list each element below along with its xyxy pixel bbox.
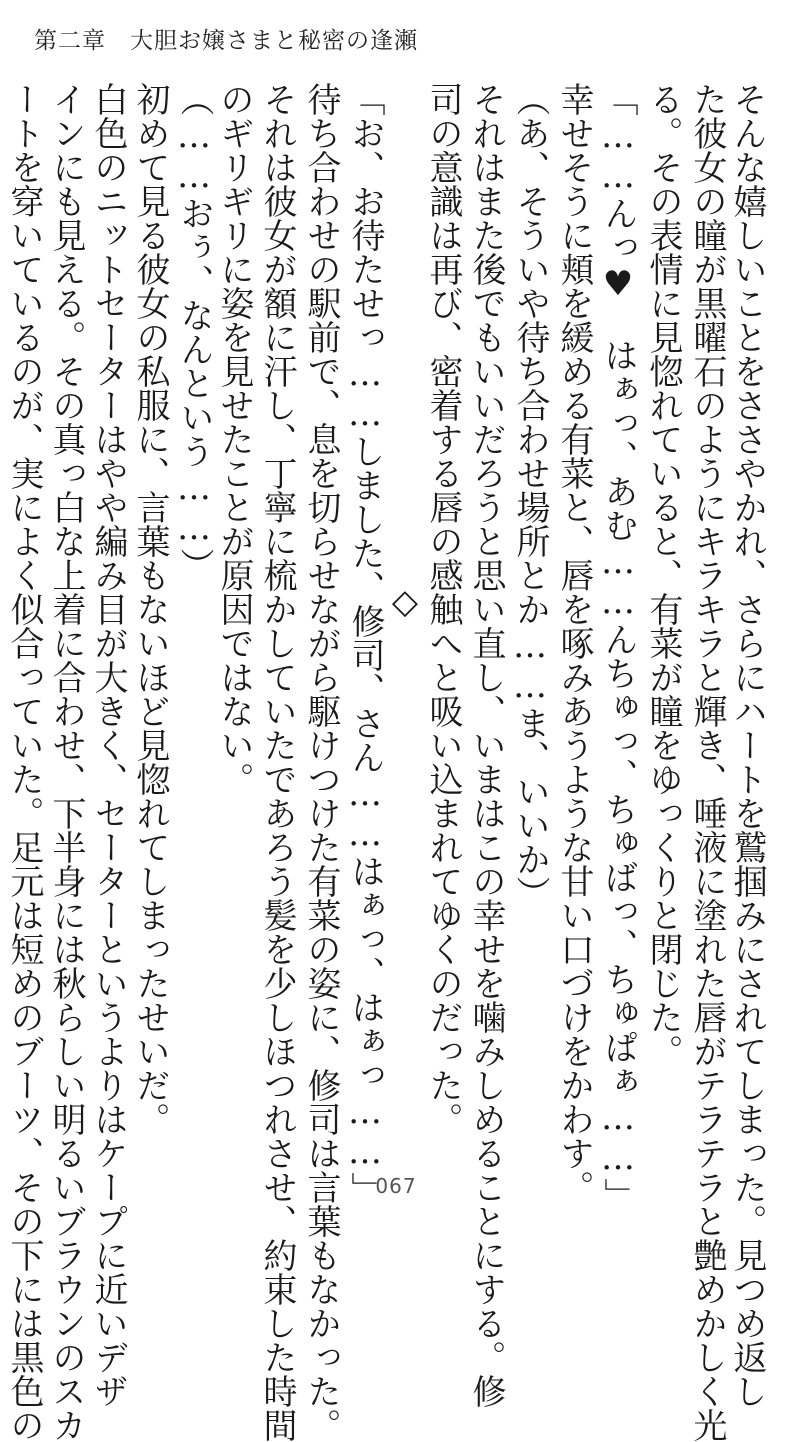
text-line: のギリギリに姿を見せたことが原因ではない。 [214, 82, 254, 796]
text-line: 司の意識は再び、密着する唇の感触へと吸い込まれてゆくのだった。 [423, 82, 463, 1136]
scene-break-diamond: ◇ [385, 582, 425, 622]
chapter-title: 第二章 大胆お嬢さまと秘密の逢瀬 [34, 28, 418, 54]
thought-line: （あ、そういや待ち合わせ場所とか……ま、いいか） [510, 82, 550, 910]
text-line: そんな嬉しいことをささやかれ、さらにハートを鷲掴みにされてしまった。見つめ返し [727, 82, 767, 1408]
text-line: インにも見える。その真っ白な上着に合わせ、下半身には秋らしい明るいブラウンのスカ [46, 82, 86, 1442]
text-line: 待ち合わせの駅前で、息を切らせながら駆けつけた有菜の姿に、修司は言葉もなかった。 [301, 82, 341, 1442]
dialogue-line: 「お、お待たせっ……しました、修司、さん……はぁっ、はぁっ……」 [345, 82, 385, 1206]
text-line: る。その表情に見惚れていると、有菜が瞳をゆっくりと閉じた。 [643, 82, 683, 1068]
text-line: 幸せそうに頬を緩める有菜と、唇を啄みあうような甘い口づけをかわす。 [554, 82, 594, 1204]
page-number: 067 [375, 1174, 417, 1198]
text-line: それは彼女が額に汗し、丁寧に梳かしていたであろう髪を少しほつれさせ、約束した時間 [257, 82, 297, 1442]
dialogue-line: 「……んっ♥ はぁっ、あむ……んちゅっ、ちゅばっ、ちゅぱぁ……」 [598, 82, 638, 1212]
text-line: それはまた後でもいいだろうと思い直し、いまはこの幸せを噛みしめることにする。修 [466, 82, 506, 1408]
text-line: 初めて見る彼女の私服に、言葉もないほど見惚れてしまったせいだ。 [130, 82, 170, 1136]
text-line: ートを穿いているのが、実によく似合っていた。足元は短めのブーツ、その下には黒色の [4, 82, 44, 1442]
text-line: た彼女の瞳が黒曜石のようにキラキラと輝き、唾液に塗れた唇がテラテラと艶めかしく光 [687, 82, 727, 1442]
text-line: 白色のニットセーターはやや編み目が大きく、セーターというよりはケープに近いデザ [88, 82, 128, 1408]
thought-line: （……おぅ、なんという……） [174, 82, 214, 582]
